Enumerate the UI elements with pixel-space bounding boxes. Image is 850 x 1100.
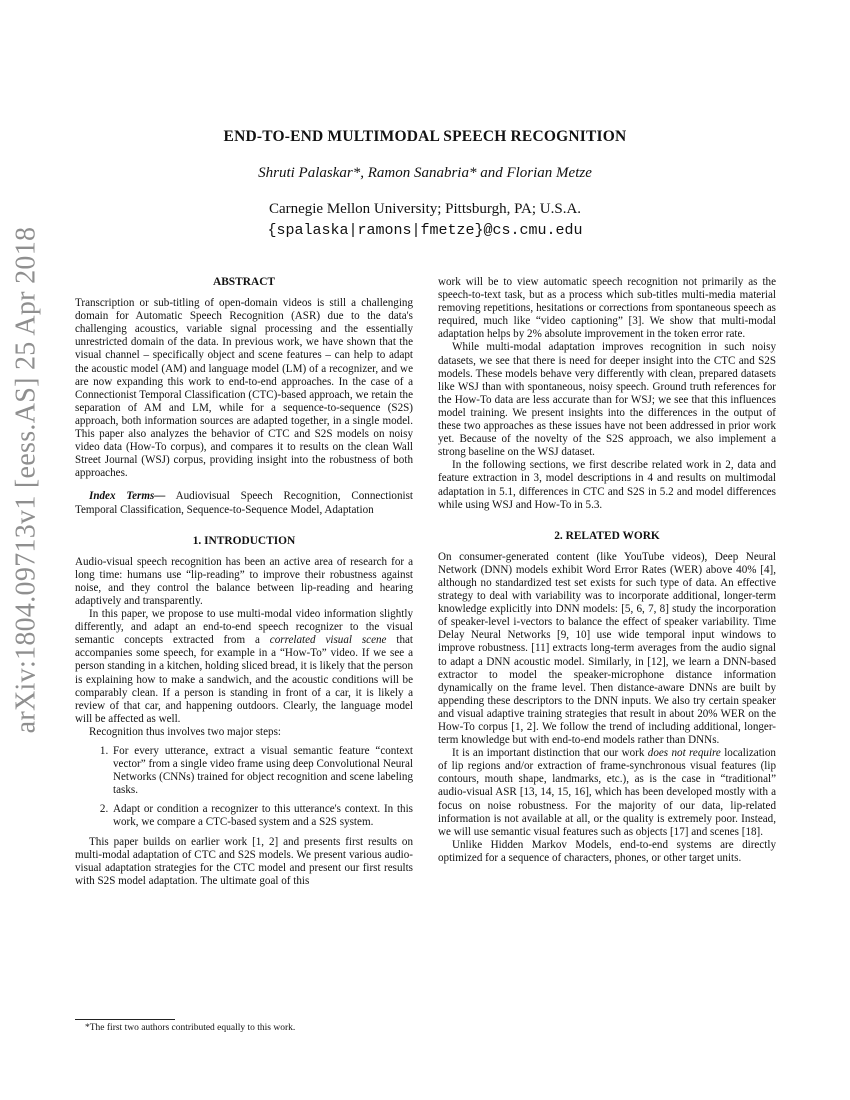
intro-p2-part-a: In this paper, we propose to use multi-modal video information slightly differently, and adapt an end-to-end speech recognizer to the visual semantic concepts extracted from a	[75, 608, 413, 647]
author-email: {spalaska|ramons|fmetze}@cs.cmu.edu	[267, 222, 583, 239]
related-p2-part-a: It is an important distinction that our work	[452, 747, 648, 760]
list-item: 1. For every utterance, extract a visual semantic feature “context vector” from a single video frame using deep Convolutional Neural Networks (CNNs) trained for object recognition and scene labeling tasks.	[111, 745, 413, 797]
intro-paragraph-2	[75, 608, 413, 726]
intro-p2-emphasis: correlated visual scene	[269, 634, 387, 647]
intro-continued-paragraph-3: In the following sections, we first describe related work in 2, data and feature extraction in 3, model descriptions in 4 and results on multimodal adaptation in 5.1, differences in CTC and S2S in 5.2 and model differences while using WSJ and How-To in 5.3.	[438, 459, 776, 511]
arxiv-identifier-text: arXiv:1804.09713v1 [eess.AS] 25 Apr 2018	[10, 226, 41, 734]
related-paragraph-1: On consumer-generated content (like YouTube videos), Deep Neural Network (DNN) models exhibit Word Error Rates (WER) above 40% [4], although no standardized test set exists for such type of data. An effective strategy to deal with variability was to incorporate additional, longer-term knowledge explicitly into DNN models: [5, 6, 7, 8] study the incorporation of speaker-level i-vectors to balance the effect of speaker variability. Time Delay Neural Networks [9, 10] use wide temporal input windows to improve robustness. [11] extracts long-term averages from the audio signal to adapt a DNN acoustic model. Similarly, in [12], we learn a DNN-based extractor to model the speaker-microphone distance information dynamically on the frame level. Then distance-aware DNNs are built by appending these descriptors to the DNN inputs. We also try certain speaker and visual adaptive training strategies that result in about 20% WER on the How-To corpus [1, 2]. We follow the trend of including additional, longer-term knowledge but with end-to-end models rather than DNNs.	[438, 550, 776, 747]
index-terms	[75, 490, 413, 516]
affiliation: Carnegie Mellon University; Pittsburgh, PA; U.S.A.	[268, 201, 582, 217]
intro-continued-paragraph-2: While multi-modal adaptation improves recognition in such noisy datasets, we see that there is need for deeper insight into the CTC and S2S models. These models behave very differently with clean, prepared datasets like WSJ than with spontaneous, noisy speech. Ground truth references for the How-To data are less accurate than for WSJ; we see that this influences model training. We present insights into the differences in the output of these two approaches as these issues have not been addressed in prior work yet. Because of the novelty of the S2S approach, we also implement a strong baseline on the WSJ dataset.	[438, 341, 776, 459]
arxiv-identifier-stamp	[4, 226, 48, 734]
abstract-text: Transcription or sub-titling of open-domain videos is still a challenging domain for Automatic Speech Recognition (ASR) due to the data's challenging acoustics, variable signal processing and the essentially unrestricted domain of the data. In previous work, we have shown that the visual channel – specifically object and scene features – can help to adapt the acoustic model (AM) and language model (LM) of a recognizer, and we are now expanding this work to end-to-end approaches. In the case of a Connectionist Temporal Classification (CTC)-based approach, we retain the separation of AM and LM, while for a sequence-to-sequence (S2S) approach, both information sources are adapted together, in a single model. This paper also analyzes the behavior of CTC and S2S models on noisy video data (How-To corpus), and compares it to results on the clean Wall Street Journal (WSJ) corpus, providing insight into the robustness of both approaches.	[75, 297, 413, 480]
footnote-divider	[75, 1019, 175, 1020]
footnote: *The first two authors contributed equally to this work.	[85, 1023, 296, 1033]
recognition-steps-list	[75, 745, 413, 830]
related-work-heading: 2. RELATED WORK	[554, 529, 660, 542]
abstract-heading: ABSTRACT	[212, 276, 276, 288]
related-paragraph-2	[438, 747, 776, 839]
intro-heading: 1. INTRODUCTION	[192, 534, 296, 547]
intro-paragraph-3: Recognition thus involves two major steps:	[89, 725, 281, 738]
related-p2-emphasis: does not require	[647, 747, 721, 760]
intro-paragraph-1: Audio-visual speech recognition has been an active area of research for a long time: humans use “lip-reading” to improve their robustness against noise, and they control the balance between lip-reading and hearing adaptively and transparently.	[75, 555, 413, 607]
intro-continued-paragraph-1: work will be to view automatic speech recognition not primarily as the speech-to-text task, but as a process which sub-titles multi-media material removing repetitions, hesitations or corrections from spontaneous speech as required, much like “video captioning” [3]. We show that multi-modal adaptation helps by 2% absolute improvement in the token error rate.	[438, 276, 776, 341]
paper-authors: Shruti Palaskar*, Ramon Sanabria* and Florian Metze	[258, 165, 592, 181]
index-terms-label: Index Terms—	[89, 490, 166, 503]
index-terms-text: Audiovisual Speech Recognition, Connectionist Temporal Classification, Sequence-to-Sequence Model, Adaptation	[75, 490, 413, 516]
related-p2-part-b: localization of lip regions and/or extraction of frame-synchronous visual features (lip contours, mouth shape, landmarks, etc.), as is the case in “traditional” audio-visual ASR [13, 14, 15, 16], which has been developed mostly with a focus on noise robustness. For the majority of our data, lip-related information is not available at all, or the quality is extremely poor. Instead, we will use semantic visual features such as objects [17] and scenes [18].	[438, 747, 776, 838]
intro-paragraph-4: This paper builds on earlier work [1, 2] and presents first results on multi-modal adaptation of CTC and S2S models. We present various audio-visual adaptation strategies for the CTC model and present our first results with S2S model adaptation. The ultimate goal of this	[75, 835, 413, 887]
intro-p2-part-b: that accompanies some speech, for example in a “How-To” video. If we see a person standing in a kitchen, holding sliced bread, it is likely that the person is explaining how to make a sandwich, and the acoustic conditions will be comparably clean. If a person is standing in front of a car, it is likely a review of that car, and happening outdoors. Clearly, the language model will be affected as well.	[75, 634, 413, 725]
right-column	[438, 276, 776, 865]
paper-title: END-TO-END MULTIMODAL SPEECH RECOGNITION	[223, 128, 627, 145]
left-column	[75, 276, 413, 888]
related-paragraph-3: Unlike Hidden Markov Models, end-to-end systems are directly optimized for a sequence of characters, phones, or other target units.	[438, 838, 776, 864]
list-item: 2. Adapt or condition a recognizer to this utterance's context. In this work, we compare a CTC-based system and a S2S system.	[111, 803, 413, 829]
